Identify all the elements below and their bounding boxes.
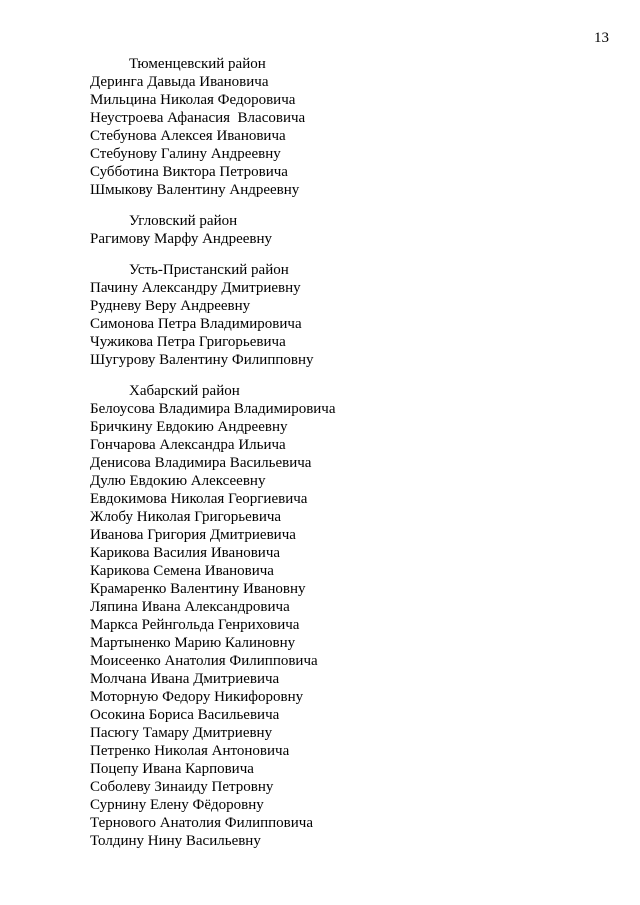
name-list [90,400,610,850]
list-item: Евдокимова Николая Георгиевича [90,491,308,507]
list-item: Гончарова Александра Ильича [90,437,286,453]
list-item: Неустроева Афанасия Власовича [90,110,306,126]
name-list [90,279,610,369]
list-item: Рудневу Веру Андреевну [90,298,251,314]
list-item: Мартыненко Марию Калиновну [90,635,296,651]
district-section [90,382,610,850]
list-item: Карикова Василия Ивановича [90,545,281,561]
district-section [90,261,610,369]
list-item: Молчана Ивана Дмитриевича [90,671,280,687]
list-item: Субботина Виктора Петровича [90,164,288,180]
list-item: Шугурову Валентину Филипповну [90,352,314,368]
list-item: Жлобу Николая Григорьевича [90,509,282,525]
list-item: Стебунову Галину Андреевну [90,146,281,162]
list-item: Стебунова Алексея Ивановича [90,128,286,144]
district-section [90,55,610,199]
list-item: Пасюгу Тамару Дмитриевну [90,725,273,741]
name-list [90,230,610,248]
district-heading: Тюменцевский район [129,56,266,72]
list-item: Деринга Давыда Ивановича [90,74,269,90]
list-item: Денисова Владимира Васильевича [90,455,312,471]
district-heading: Хабарский район [129,383,240,399]
name-list [90,73,610,199]
list-item: Крамаренко Валентину Ивановну [90,581,306,597]
list-item: Сурнину Елену Фёдоровну [90,797,264,813]
list-item: Мильцина Николая Федоровича [90,92,296,108]
district-heading: Угловский район [129,213,238,229]
list-item: Соболеву Зинаиду Петровну [90,779,274,795]
list-item: Карикова Семена Ивановича [90,563,274,579]
list-item: Моторную Федору Никифоровну [90,689,304,705]
list-item: Бричкину Евдокию Андреевну [90,419,288,435]
list-item: Моисеенко Анатолия Филипповича [90,653,318,669]
list-item: Дулю Евдокию Алексеевну [90,473,266,489]
list-item: Рагимову Марфу Андреевну [90,231,272,247]
list-item: Пачину Александру Дмитриевну [90,280,301,296]
list-item: Маркса Рейнгольда Генриховича [90,617,300,633]
district-heading: Усть-Пристанский район [129,262,289,278]
document-body [90,55,610,850]
list-item: Поцепу Ивана Карповича [90,761,254,777]
list-item: Чужикова Петра Григорьевича [90,334,286,350]
list-item: Иванова Григория Дмитриевича [90,527,296,543]
list-item: Осокина Бориса Васильевича [90,707,280,723]
list-item: Белоусова Владимира Владимировича [90,401,336,417]
district-section [90,212,610,248]
list-item: Шмыкову Валентину Андреевну [90,182,300,198]
list-item: Ляпина Ивана Александровича [90,599,290,615]
list-item: Тернового Анатолия Филипповича [90,815,313,831]
page-number: 13 [594,30,609,46]
list-item: Толдину Нину Васильевну [90,833,261,849]
list-item: Симонова Петра Владимировича [90,316,302,332]
list-item: Петренко Николая Антоновича [90,743,290,759]
